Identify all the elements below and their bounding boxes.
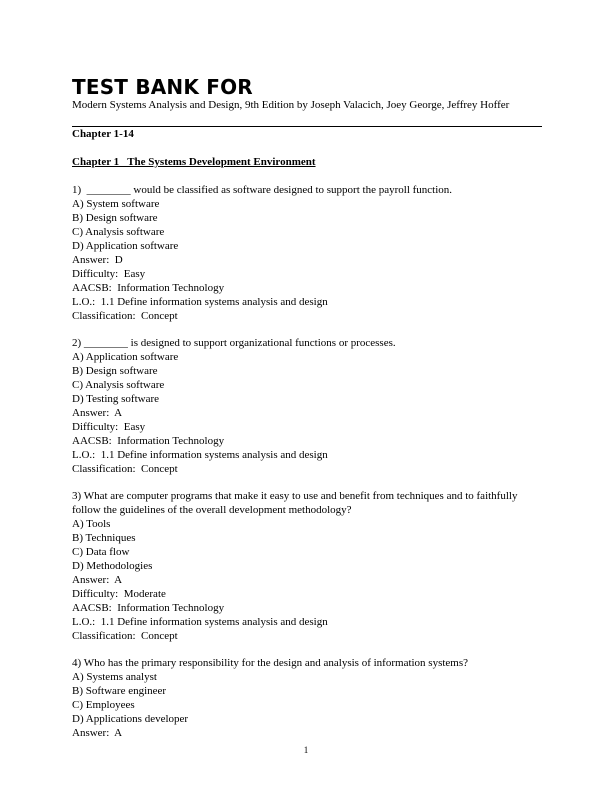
difficulty: Difficulty: Easy <box>72 421 146 433</box>
document-title: TEST BANK FOR <box>72 75 253 99</box>
question-4 <box>72 656 542 740</box>
answer: Answer: A <box>72 727 123 739</box>
option-c: C) Analysis software <box>72 379 165 391</box>
option-d: D) Methodologies <box>72 560 153 572</box>
learning-objective: L.O.: 1.1 Define information systems analysis and design <box>72 296 328 308</box>
aacsb: AACSB: Information Technology <box>72 435 225 447</box>
chapter-range: Chapter 1-14 <box>72 128 134 140</box>
chapter-heading: Chapter 1 The Systems Development Environment <box>72 156 316 168</box>
option-b: B) Design software <box>72 365 158 377</box>
option-c: C) Analysis software <box>72 226 165 238</box>
question-stem: 3) What are computer programs that make it easy to use and benefit from techniques and to faithfully follow the guidelines of the overall development methodology? <box>72 490 521 516</box>
question-2 <box>72 336 542 476</box>
page-number: 1 <box>303 745 309 755</box>
option-b: B) Techniques <box>72 532 136 544</box>
option-d: D) Application software <box>72 240 179 252</box>
answer: Answer: D <box>72 254 123 266</box>
option-a: A) Application software <box>72 351 179 363</box>
classification: Classification: Concept <box>72 463 178 475</box>
option-c: C) Data flow <box>72 546 130 558</box>
difficulty: Difficulty: Moderate <box>72 588 166 600</box>
classification: Classification: Concept <box>72 310 178 322</box>
option-d: D) Testing software <box>72 393 160 405</box>
answer: Answer: A <box>72 407 123 419</box>
option-c: C) Employees <box>72 699 135 711</box>
option-b: B) Design software <box>72 212 158 224</box>
book-subtitle: Modern Systems Analysis and Design, 9th Edition by Joseph Valacich, Joey George, Jeffrey Hoffer <box>72 99 510 111</box>
option-a: A) Tools <box>72 518 111 530</box>
aacsb: AACSB: Information Technology <box>72 602 225 614</box>
classification: Classification: Concept <box>72 630 178 642</box>
answer: Answer: A <box>72 574 123 586</box>
option-a: A) System software <box>72 198 160 210</box>
option-a: A) Systems analyst <box>72 671 157 683</box>
question-stem: 4) Who has the primary responsibility for the design and analysis of information systems? <box>72 657 469 669</box>
header-divider <box>72 126 542 127</box>
question-1 <box>72 183 542 323</box>
question-stem: 1) ________ would be classified as software designed to support the payroll function. <box>72 184 453 196</box>
difficulty: Difficulty: Easy <box>72 268 146 280</box>
aacsb: AACSB: Information Technology <box>72 282 225 294</box>
learning-objective: L.O.: 1.1 Define information systems analysis and design <box>72 616 328 628</box>
option-d: D) Applications developer <box>72 713 189 725</box>
learning-objective: L.O.: 1.1 Define information systems analysis and design <box>72 449 328 461</box>
question-3 <box>72 489 542 643</box>
option-b: B) Software engineer <box>72 685 167 697</box>
question-stem: 2) ________ is designed to support organizational functions or processes. <box>72 337 396 349</box>
